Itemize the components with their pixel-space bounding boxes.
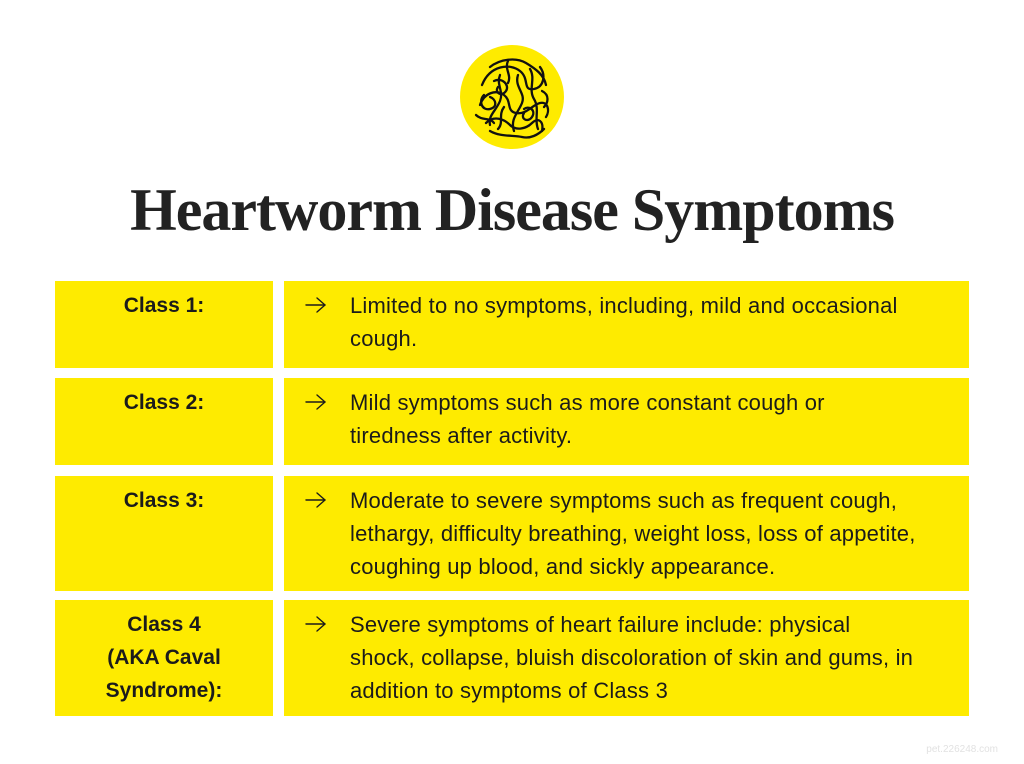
arrow-right-icon — [305, 492, 327, 508]
description-line: coughing up blood, and sickly appearance. — [350, 554, 776, 579]
symptom-row — [55, 281, 969, 368]
arrow-right-icon — [305, 616, 327, 632]
class-label: Class 1: — [123, 294, 205, 317]
class-label: Syndrome): — [105, 679, 223, 702]
description-line: shock, collapse, bluish discoloration of skin and gums, in — [350, 645, 914, 670]
class-label-cell — [55, 281, 273, 368]
description-line: Limited to no symptoms, including, mild and occasional — [350, 293, 898, 318]
arrow-right-icon — [305, 394, 327, 410]
symptom-row — [55, 600, 969, 716]
symptom-description-cell — [284, 476, 969, 591]
description-line: addition to symptoms of Class 3 — [350, 678, 669, 703]
class-label: Class 4 — [127, 613, 201, 636]
description-line: Moderate to severe symptoms such as frequent cough, — [350, 488, 898, 513]
symptom-description-cell — [284, 281, 969, 368]
description-line: Mild symptoms such as more constant cough or — [350, 390, 825, 415]
symptom-row — [55, 378, 969, 465]
arrow-right-icon — [305, 297, 327, 313]
symptom-description-cell — [284, 378, 969, 465]
description-line: tiredness after activity. — [350, 423, 573, 448]
class-label-cell — [55, 378, 273, 465]
class-label: (AKA Caval — [107, 646, 221, 669]
class-label: Class 2: — [123, 391, 205, 414]
page-title: Heartworm Disease Symptoms — [130, 177, 894, 243]
description-line: cough. — [350, 326, 418, 351]
symptom-description-cell — [284, 600, 969, 716]
class-label-cell — [55, 600, 273, 716]
description-line: Severe symptoms of heart failure include: physical — [350, 612, 851, 637]
heartworm-badge — [460, 45, 564, 149]
symptom-row — [55, 476, 969, 591]
heartworm-tangle-icon — [460, 45, 564, 149]
watermark: pet.226248.com — [926, 744, 998, 755]
class-label: Class 3: — [123, 489, 205, 512]
description-line: lethargy, difficulty breathing, weight loss, loss of appetite, — [350, 521, 916, 546]
class-label-cell — [55, 476, 273, 591]
